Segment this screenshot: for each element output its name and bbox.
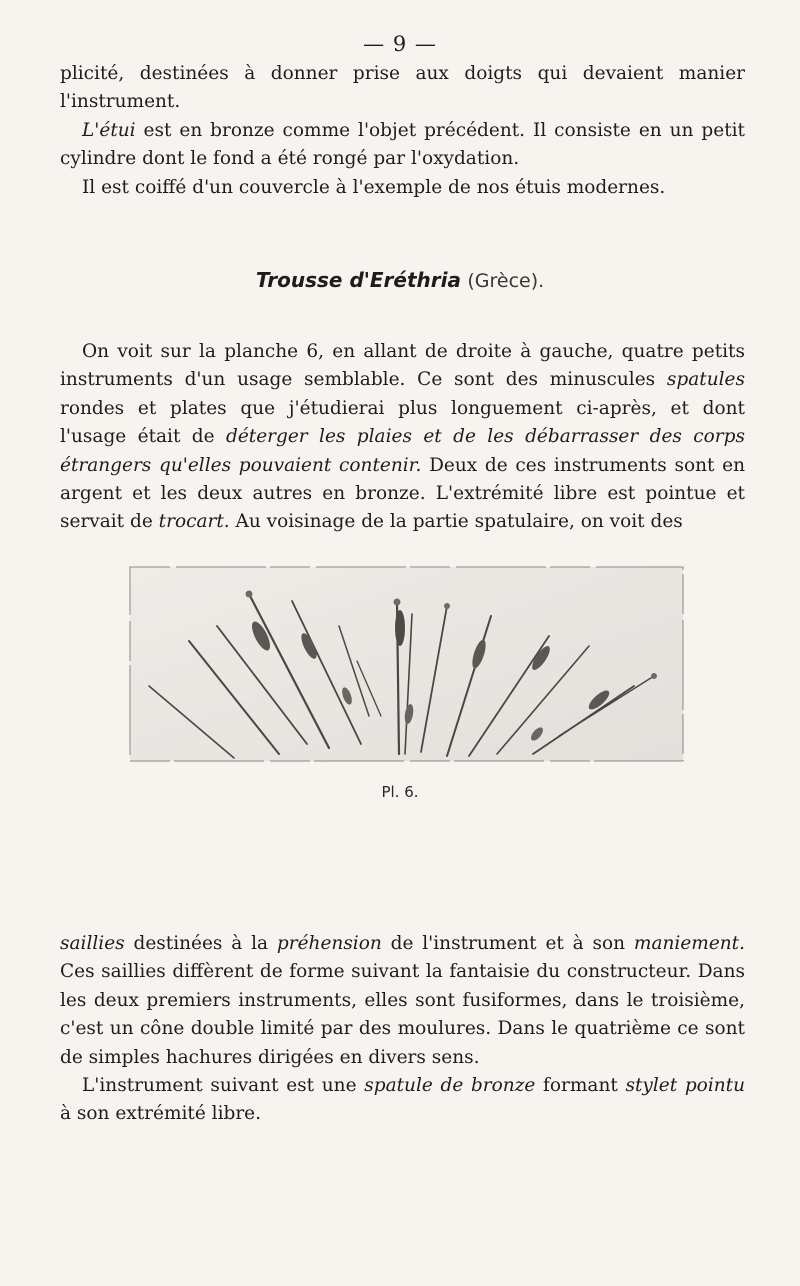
paragraph-text: Il est coiffé d'un couvercle à l'exemple de nos étuis modernes.: [82, 176, 666, 198]
plate-photograph: [129, 566, 684, 762]
paragraph-text: rondes et plates que j'étudierai plus longuement ci-après, et dont l'usage était de: [60, 397, 745, 448]
paragraph-text: Deux de ces instruments sont en argent et les deux autres en bronze. L'extrémité libre est pointue et servait de: [60, 454, 746, 533]
italic-term: trocart.: [158, 511, 230, 533]
italic-term: L'étui: [82, 119, 136, 141]
text-block-bottom: [60, 930, 745, 1129]
italic-term: déterger les plaies et de les débarrasser des corps étrangers qu'elles pouvaient contenir.: [60, 426, 745, 476]
paragraph-text: à son extrémité libre.: [60, 1103, 262, 1125]
paragraph-text: On voit sur la planche 6, en allant de droite à gauche, quatre petits instruments d'un usage semblable. Ce sont des minuscules: [60, 341, 745, 391]
paragraph-text: plicité, destinées à donner prise aux doigts qui devaient manier l'instrument.: [60, 63, 745, 113]
text-block-middle: [60, 338, 745, 537]
paragraph-planche: [60, 338, 745, 537]
italic-term: maniement.: [633, 933, 745, 954]
italic-term: spatule de bronze: [364, 1075, 536, 1097]
paragraph-etui: [60, 117, 745, 174]
instruments-figure: [129, 566, 684, 762]
plate-caption: Pl. 6.: [381, 783, 419, 801]
heading-location: (Grèce).: [467, 270, 545, 292]
paragraph-text: L'instrument suivant est une: [82, 1075, 365, 1097]
paragraph-text: formant: [535, 1075, 626, 1097]
italic-term: saillies: [60, 933, 125, 954]
paragraph-couvercle: [60, 174, 745, 202]
italic-term: préhension: [276, 933, 382, 954]
heading-title: Trousse d'Eréthria: [255, 268, 461, 292]
paragraph-continued: [60, 60, 745, 117]
text-block-top: [60, 60, 745, 202]
paragraph-spatule: [60, 1072, 745, 1129]
paragraph-text: est en bronze comme l'objet précédent. Il consiste en un petit cylindre dont le fond a été rongé par l'oxydation.: [60, 119, 745, 170]
paragraph-text: Ces saillies diffèrent de forme suivant la fantaisie du constructeur. Dans les deux premiers instruments, elles sont fusiformes, dans le troisième, c'est un cône double limité par des moulures. Dans le quatrième ce sont de simples hachures dirigées en divers sens.: [60, 961, 745, 1068]
paragraph-saillies: [60, 930, 745, 1072]
section-heading: [0, 268, 800, 292]
page-number: — 9 —: [363, 32, 437, 56]
italic-term: spatules: [666, 369, 745, 391]
paragraph-text: Au voisinage de la partie spatulaire, on voit des: [229, 511, 683, 533]
paragraph-text: de l'instrument et à son: [381, 933, 634, 954]
paragraph-text: destinées à la: [124, 933, 277, 954]
italic-term: stylet pointu: [625, 1075, 745, 1097]
